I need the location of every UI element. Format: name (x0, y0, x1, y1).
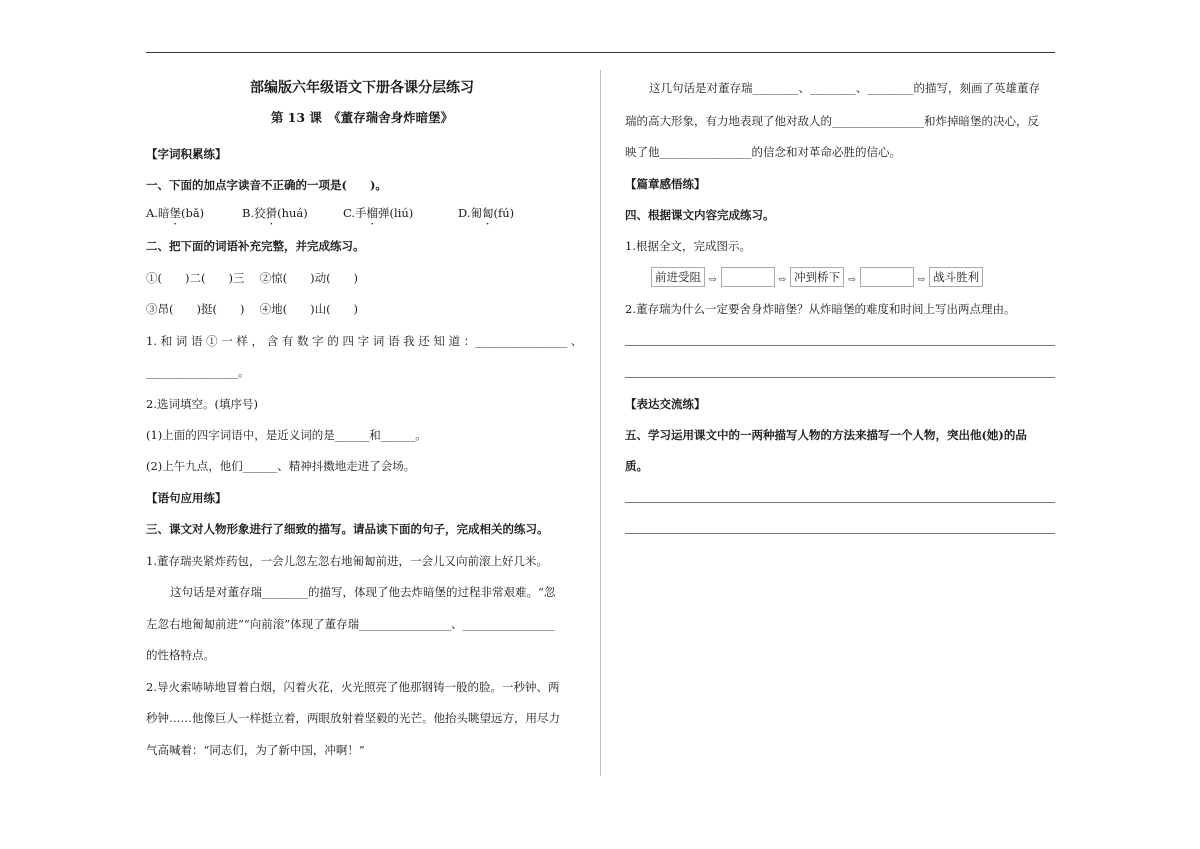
arrow-right-icon: ⇨ (848, 275, 856, 285)
question-5-line-2: 质。 (625, 459, 648, 473)
question-2-1-cont: ________________。 (146, 365, 250, 379)
arrow-right-icon: ⇨ (917, 275, 926, 285)
flow-step-5: 战斗胜利 (929, 267, 983, 287)
word-fill-row-1: ①( )二( )三 ②惊( )动( ) (146, 271, 359, 285)
answer-line[interactable] (625, 345, 1055, 346)
question-5-line-1: 五、学习运用课文中的一两种描写人物的方法来描写一个人物，突出他(她)的品 (625, 428, 1027, 442)
dotted-char-b: 猾 (265, 206, 278, 220)
word-fill-row-2: ③昂( )挺( ) ④地( )山( ) (146, 302, 359, 316)
page-title: 部编版六年级语文下册各课分层练习 (250, 80, 474, 96)
section-label-sentence: 【语句应用练】 (146, 491, 227, 505)
arrow-right-icon: ⇨ (709, 275, 717, 285)
question-1: 一、下面的加点字读音不正确的一项是( )。 (146, 178, 387, 192)
dotted-char-a: 堡 (169, 206, 181, 220)
lesson-title: 第 13 课 《董存瑞舍身炸暗堡》 (270, 110, 454, 125)
sentence-2-line-3: 气高喊着：“同志们，为了新中国，冲啊！” (146, 743, 365, 757)
header-rule (146, 52, 1055, 53)
answer-line[interactable] (625, 533, 1055, 534)
section-label-passage: 【篇章感悟练】 (625, 177, 706, 191)
question-4-2: 2.董存瑞为什么一定要舍身炸暗堡？从炸暗堡的难度和时间上写出两点理由。 (625, 302, 1016, 316)
question-2-2: 2.选词填空。(填序号) (146, 397, 258, 411)
flow-blank-2[interactable] (860, 267, 914, 287)
answer-line[interactable] (625, 377, 1055, 378)
option-c: C.手榴弹(liú) (343, 206, 414, 220)
option-a: A.暗堡(bǎ) (146, 206, 205, 220)
flow-diagram (651, 267, 983, 287)
sentence-1-question-line-1: 这句话是对董存瑞________的描写，体现了他去炸暗堡的过程非常艰难。“忽 (170, 585, 556, 599)
sentence-2-line-1: 2.导火索哧哧地冒着白烟，闪着火花，火光照亮了他那钢铸一般的脸。一秒钟、两 (146, 680, 560, 694)
dotted-char-d: 匐 (481, 206, 494, 220)
section-label-vocab: 【字词积累练】 (146, 147, 227, 161)
option-d: D.匍匐(fú) (458, 206, 515, 220)
question-4-1: 1.根据全文，完成图示。 (625, 239, 751, 253)
flow-step-1: 前进受阻 (651, 267, 705, 287)
sentence-1-question-line-3: 的性格特点。 (146, 648, 215, 662)
flow-step-3: 冲到桥下 (790, 267, 844, 287)
analysis-line-2: 瑞的高大形象，有力地表现了他对敌人的________________和炸掉暗堡的决心，反 (625, 114, 1039, 128)
sentence-1: 1.董存瑞夹紧炸药包，一会儿忽左忽右地匍匐前进，一会儿又向前滚上好几米。 (146, 554, 548, 568)
sentence-2-line-2: 秒钟……他像巨人一样挺立着，两眼放射着坚毅的光芒。他抬头眺望远方，用尽力 (146, 711, 560, 725)
column-divider (600, 70, 601, 776)
question-3: 三、课文对人物形象进行了细致的描写。请品读下面的句子，完成相关的练习。 (146, 522, 549, 536)
arrow-right-icon: ⇨ (778, 275, 787, 285)
question-2: 二、把下面的词语补充完整，并完成练习。 (146, 239, 365, 253)
sentence-1-question-line-2: 左忽右地匍匐前进”“向前滚”体现了董存瑞________________、________________ (146, 617, 555, 631)
answer-line[interactable] (625, 502, 1055, 503)
question-4: 四、根据课文内容完成练习。 (625, 208, 775, 222)
analysis-line-1: 这几句话是对董存瑞________、________、________的描写，刻画了英雄董存 (649, 81, 1040, 95)
dotted-char-c: 榴 (366, 206, 379, 220)
flow-blank-1[interactable] (721, 267, 775, 287)
section-label-expression: 【表达交流练】 (625, 397, 706, 411)
option-b: B.狡猾(huá) (242, 206, 308, 220)
analysis-line-3: 映了他________________的信念和对革命必胜的信心。 (625, 145, 901, 159)
question-2-2-a: (1)上面的四字词语中，是近义词的是______和______。 (146, 428, 427, 442)
question-2-1: 1. 和 词 语 ① 一 样 ， 含 有 数 字 的 四 字 词 语 我 还 知 道 ：________________ 、 (146, 334, 583, 348)
question-2-2-b: (2)上午九点，他们______、精神抖擞地走进了会场。 (146, 459, 416, 473)
